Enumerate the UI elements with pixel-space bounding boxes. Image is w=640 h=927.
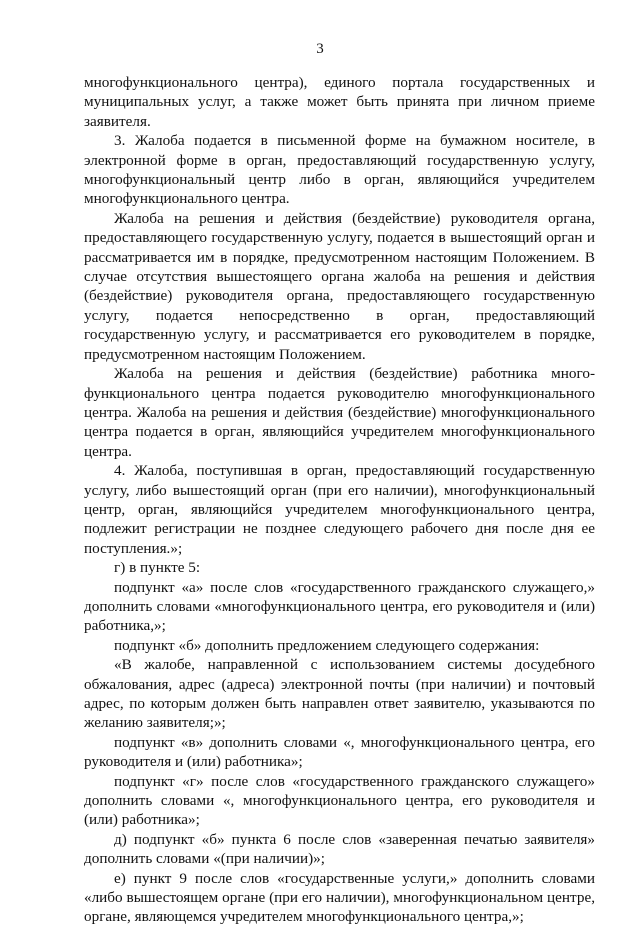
paragraph-subpoint-a: подпункт «а» после слов «государственного гражданского служащего,» дополнить словами «многофункционального центра, его руководителя и (или) работника,»;	[84, 578, 595, 635]
paragraph-subitem-e: е) пункт 9 после слов «государственные услуги,» дополнить словами «либо вышестоящем органе (при его наличии), многофункциональном центре, органе, являющемся учредителем многофункционального центра,»;	[84, 869, 595, 926]
paragraph-subpoint-v: подпункт «в» дополнить словами «, многофункционального центра, его руководителя и (или) работника»;	[84, 733, 595, 771]
paragraph-subpoint-b: подпункт «б» дополнить предложением следующего содержания:	[114, 636, 540, 654]
document-body	[84, 73, 595, 927]
page-number: 3	[316, 41, 324, 57]
paragraph-subitem-g: г) в пункте 5:	[114, 559, 201, 577]
paragraph-item-4: 4. Жалоба, поступившая в орган, предоставляющий государственную услугу, либо вышестоящий орган (при его наличии), многофункциональный центр, орган, являющийся учредителем многофункционального центра, подлежит регистрации не позднее следующего рабочего дня после дня ее поступления.»;	[84, 462, 595, 557]
paragraph-complaint-head-of-body: Жалоба на решения и действия (бездействие) руководителя органа, предоставляющего государственную услугу, подается в вышестоящий орган и рассматривается им в порядке, предусмотренном настоящим Положением. В случае отсутствия вышестоящего органа жалоба на решения и действия (бездействие) руководителя органа, предоставляющего государственную услугу, подается непосредственно в орган, предоставляющий государственную услугу, и рассматривается его руководителем в порядке, предусмотренном настоящим Положением.	[84, 209, 595, 363]
paragraph-item-3: 3. Жалоба подается в письменной форме на бумажном носителе, в электронной форме в орган, предоставляющий государственную услугу, многофункциональный центр либо в орган, являющийся учредителем многофункционального центра.	[84, 132, 595, 208]
paragraph-complaint-mfc: Жалоба на решения и действия (бездействие) работника много-функционального центра подается руководителю многофункционального центра. Жалоба на решения и действия (бездействие) многофункционального центра подается в орган, являющийся учредителем многофункционального центра.	[84, 365, 595, 460]
paragraph-continuation: многофункционального центра), единого портала государственных и муниципальных услуг, а также может быть принята при личном приеме заявителя.	[84, 74, 595, 130]
paragraph-quote: «В жалобе, направленной с использованием системы досудебного обжалования, адрес (адреса) электронной почты (при наличии) и почтовый адрес, по которым должен быть направлен ответ заявителю, указываются по желанию заявителя;»;	[84, 656, 595, 732]
paragraph-subitem-d: д) подпункт «б» пункта 6 после слов «заверенная печатью заявителя» дополнить словами «(при наличии)»;	[84, 830, 595, 868]
paragraph-subpoint-g: подпункт «г» после слов «государственного гражданского служащего» дополнить словами «, многофункционального центра, его руководителя и (или) работника»;	[84, 772, 595, 829]
